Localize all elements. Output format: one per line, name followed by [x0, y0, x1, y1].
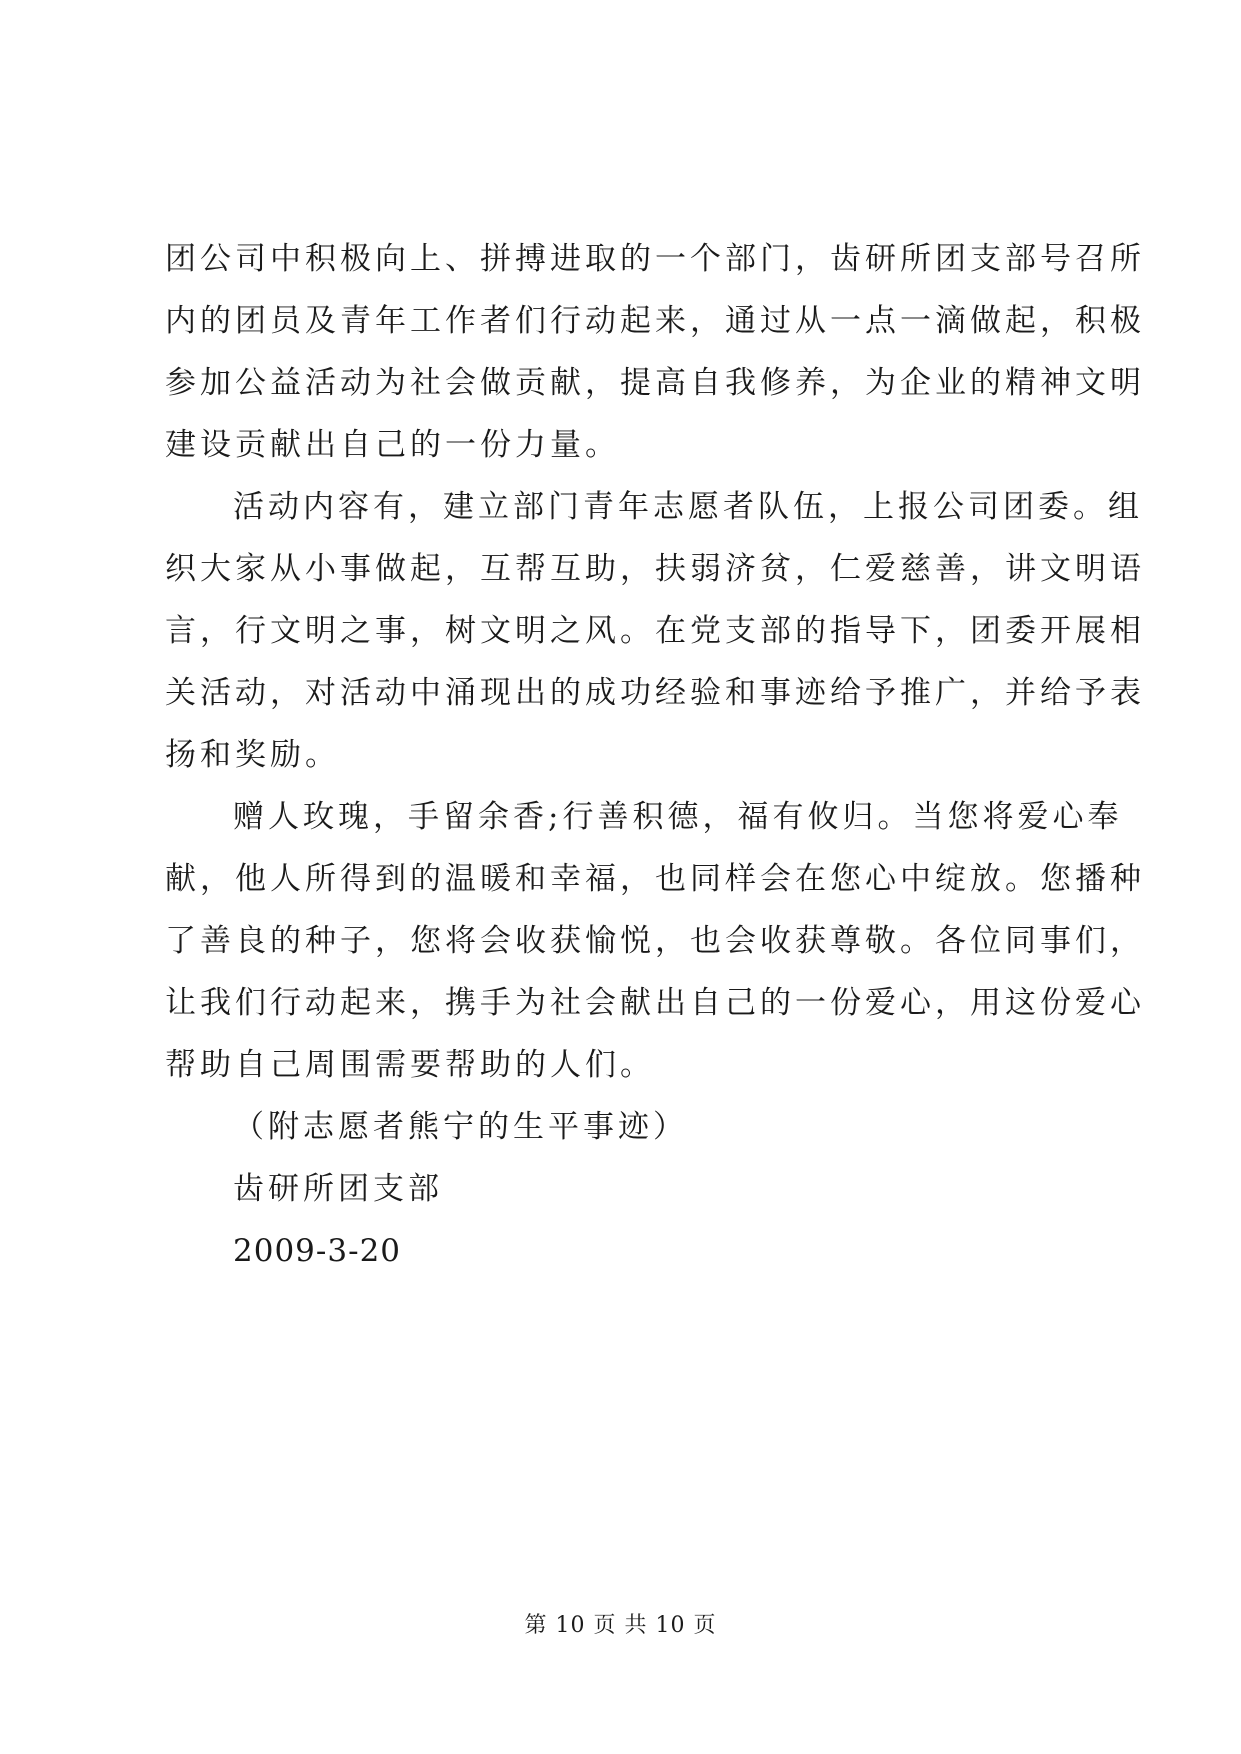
document-date: 2009-3-20: [233, 1233, 402, 1269]
attachment-note: （附志愿者熊宁的生平事迹）: [233, 1109, 688, 1145]
text-line: 内的团员及青年工作者们行动起来，通过从一点一滴做起，积极: [165, 303, 1145, 339]
text-line: 关活动，对活动中涌现出的成功经验和事迹给予推广，并给予表: [165, 675, 1145, 711]
paragraph-intro: [165, 228, 1145, 476]
text-line: 建设贡献出自己的一份力量。: [165, 427, 620, 463]
signature: 齿研所团支部: [233, 1171, 443, 1207]
page-footer: [0, 1608, 1241, 1639]
text-line: 织大家从小事做起，互帮互助，扶弱济贫，仁爱慈善，讲文明语: [165, 551, 1145, 587]
text-line: 让我们行动起来，携手为社会献出自己的一份爱心，用这份爱心: [165, 985, 1145, 1021]
text-line: 团公司中积极向上、拼搏进取的一个部门，齿研所团支部号召所: [165, 241, 1145, 277]
text-line: 了善良的种子，您将会收获愉悦，也会收获尊敬。各位同事们，: [165, 923, 1145, 959]
text-line: 扬和奖励。: [165, 737, 340, 773]
text-line: 帮助自己周围需要帮助的人们。: [165, 1047, 655, 1083]
document-body: [165, 228, 1145, 1282]
text-line: 活动内容有，建立部门青年志愿者队伍，上报公司团委。组: [233, 489, 1143, 525]
text-line: 言，行文明之事，树文明之风。在党支部的指导下，团委开展相: [165, 613, 1145, 649]
paragraph-activities: [165, 476, 1145, 786]
page-number-label: 第 10 页 共 10 页: [524, 1613, 717, 1638]
text-line: 参加公益活动为社会做贡献，提高自我修养，为企业的精神文明: [165, 365, 1145, 401]
text-line: 献，他人所得到的温暖和幸福，也同样会在您心中绽放。您播种: [165, 861, 1145, 897]
paragraph-closing: [165, 786, 1145, 1096]
text-line: 赠人玫瑰，手留余香;行善积德，福有攸归。当您将爱心奉: [233, 799, 1123, 835]
